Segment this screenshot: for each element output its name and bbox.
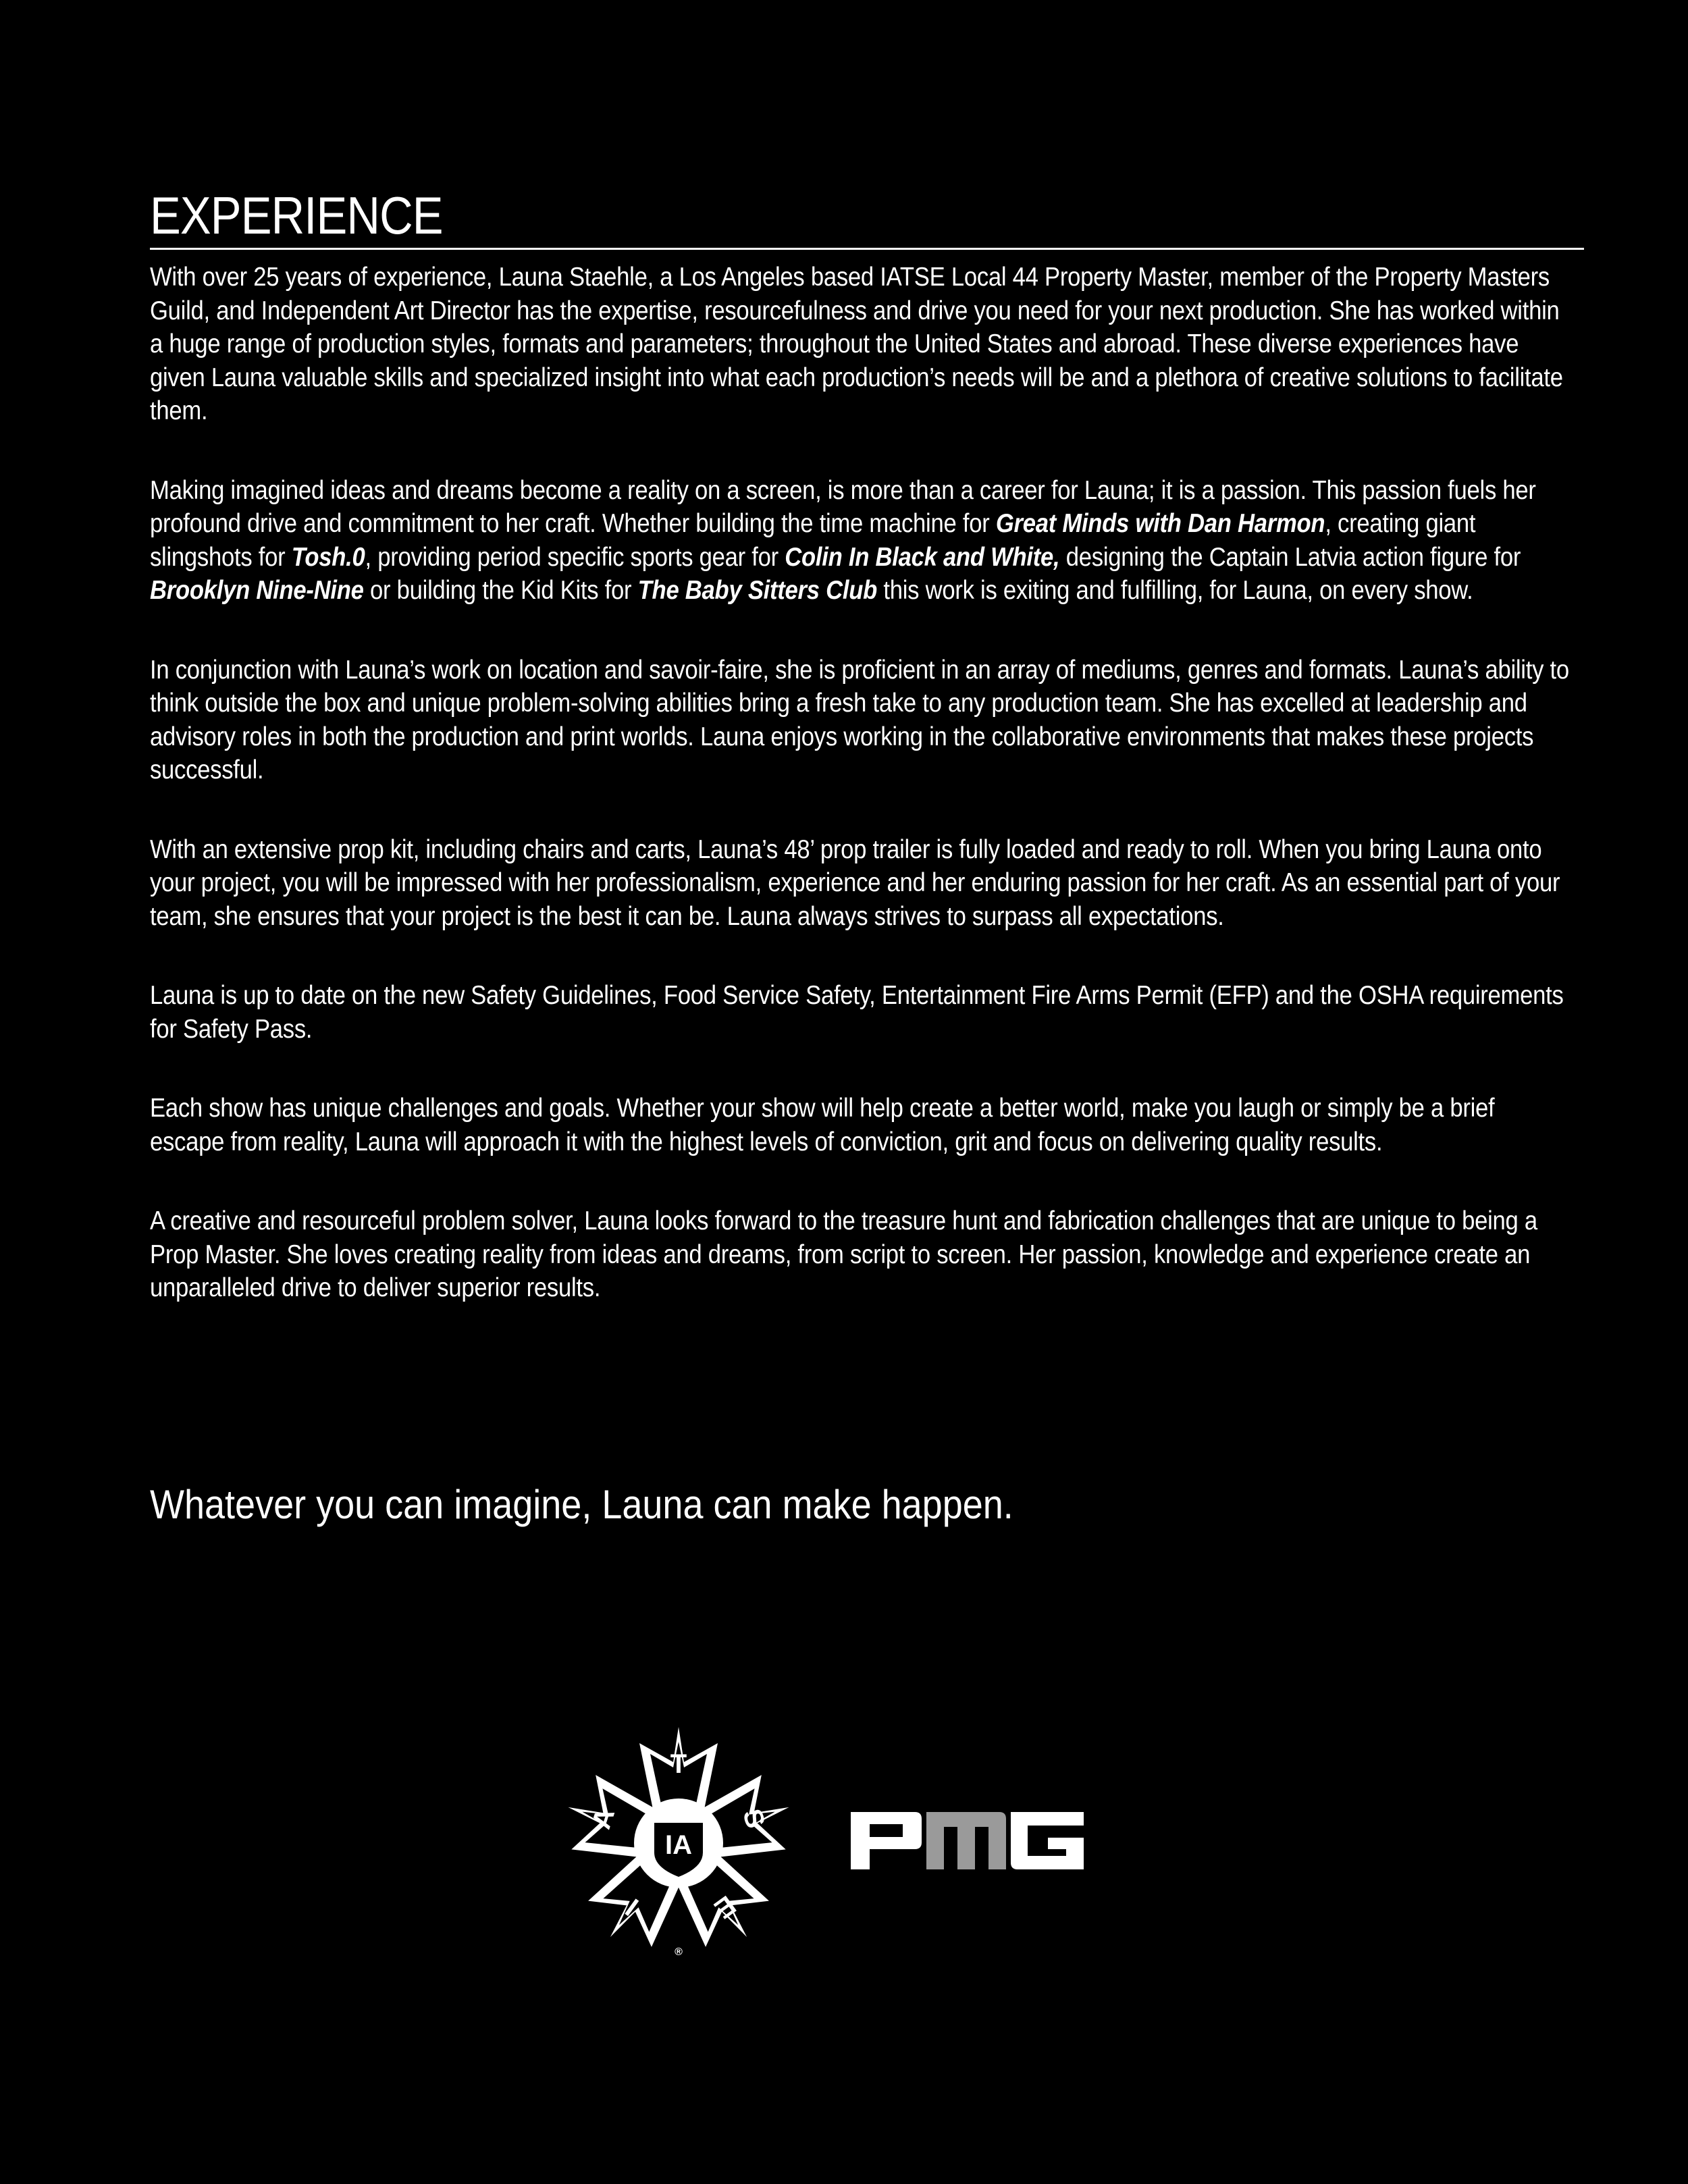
show-title: The Baby Sitters Club bbox=[637, 576, 878, 605]
tagline: Whatever you can imagine, Launa can make happen. bbox=[150, 1482, 1013, 1527]
title-divider bbox=[150, 248, 1584, 250]
show-title: Great Minds with Dan Harmon bbox=[995, 509, 1325, 538]
text-run: , creating giant slingshots for bbox=[150, 509, 1476, 572]
text-run: or building the Kid Kits for bbox=[363, 576, 638, 605]
iatse-logo bbox=[560, 1725, 797, 1961]
paragraph-challenges: Each show has unique challenges and goals. Whether your show will help create a better world, make you laugh or simply be a brief escape from reality, Launa will approach it with the highest levels of conviction, grit and focus on delivering quality results. bbox=[150, 1094, 1495, 1156]
text-run: , providing period specific sports gear for bbox=[365, 542, 785, 572]
iatse-letter-left: A bbox=[586, 1805, 621, 1833]
text-run: designing the Captain Latvia action figure for bbox=[1059, 542, 1521, 572]
pmg-letter-p-icon bbox=[851, 1812, 922, 1869]
experience-body bbox=[150, 261, 1572, 1351]
pmg-logo bbox=[851, 1812, 1084, 1869]
pmg-letter-g-icon bbox=[1011, 1812, 1084, 1869]
paragraph-abilities: In conjunction with Launa’s work on location and savoir-faire, she is proficient in an array of mediums, genres and formats. Launa’s ability to think outside the box and unique problem-solving abilities bring a fresh take to any production team. She has excelled at leadership and advisory roles in both the production and print worlds. Launa enjoys working in the collaborative environments that makes these projects successful. bbox=[150, 655, 1569, 784]
paragraph-safety: Launa is up to date on the new Safety Guidelines, Food Service Safety, Entertainment Fire Arms Permit (EFP) and the OSHA requirements for Safety Pass. bbox=[150, 981, 1564, 1044]
iatse-letter-lower-left: I bbox=[620, 1892, 644, 1921]
show-title: Colin In Black and White, bbox=[785, 542, 1060, 572]
iatse-letter-right: S bbox=[737, 1805, 771, 1832]
iatse-letter-top: T bbox=[670, 1749, 687, 1779]
show-title: Tosh.0 bbox=[291, 542, 365, 572]
iatse-letter-lower-right: E bbox=[709, 1890, 741, 1925]
iatse-registered-mark: ® bbox=[675, 1946, 683, 1958]
iatse-center-text: IA bbox=[665, 1830, 692, 1860]
paragraph-passion bbox=[150, 474, 1572, 608]
text-run: this work is exiting and fulfilling, for Launa, on every show. bbox=[877, 576, 1473, 605]
paragraph-problem-solver: A creative and resourceful problem solver, Launa looks forward to the treasure hunt and fabrication challenges that are unique to being a Prop Master. She loves creating reality from ideas and dreams, from script to screen. Her passion, knowledge and experience create an unparalleled drive to deliver superior results. bbox=[150, 1206, 1537, 1302]
pmg-letter-m-icon bbox=[926, 1812, 1006, 1869]
page-title: EXPERIENCE bbox=[150, 186, 443, 245]
paragraph-prop-kit: With an extensive prop kit, including chairs and carts, Launa’s 48’ prop trailer is fully loaded and ready to roll. When you bring Launa onto your project, you will be impressed with her professionalism, experience and her enduring passion for her craft. As an essential part of your team, she ensures that your project is the best it can be. Launa always strives to surpass all expectations. bbox=[150, 834, 1560, 931]
paragraph-intro: With over 25 years of experience, Launa Staehle, a Los Angeles based IATSE Local 44 Property Master, member of the Property Masters Guild, and Independent Art Director has the expertise, resourcefulness and drive you need for your next production. She has worked within a huge range of production styles, formats and parameters; throughout the United States and abroad. These diverse experiences have given Launa valuable skills and specialized insight into what each production’s needs will be and a plethora of creative solutions to facilitate them. bbox=[150, 263, 1563, 425]
show-title: Brooklyn Nine-Nine bbox=[150, 576, 364, 605]
text-run: Making imagined ideas and dreams become a reality on a screen, is more than a career for Launa; it is a passion. This passion fuels her profound drive and commitment to her craft. Whether building the time machine for bbox=[150, 475, 1536, 538]
